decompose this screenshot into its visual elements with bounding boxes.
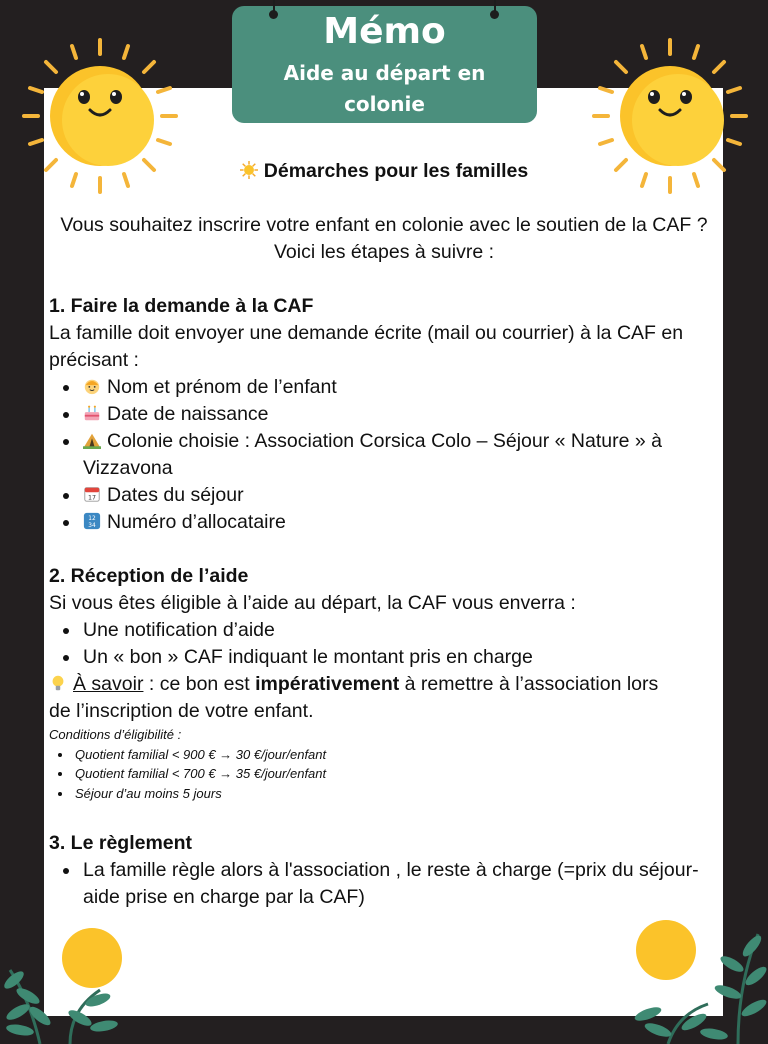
section2-list: [49, 617, 719, 671]
note-line2: de l’inscription de votre enfant.: [49, 700, 314, 722]
intro-heading: Démarches pour les familles: [263, 160, 529, 182]
section3-list: [49, 857, 719, 911]
section2-title: 2. Réception de l’aide: [49, 565, 249, 587]
list-item: • Séjour d’au moins 5 jours: [73, 784, 719, 804]
pin-icon: [490, 10, 499, 19]
svg-text:17: • 17: [87, 494, 97, 502]
sun-left-icon: [20, 36, 180, 196]
birthday-cake-icon: [83, 404, 101, 422]
note: À savoir : ce bon est impérativement à remettre à l’association lors: [49, 671, 719, 698]
conditions-title: Conditions d’éligibilité :: [49, 727, 182, 742]
intro-line2: Voici les étapes à suivre :: [273, 241, 495, 263]
svg-text:12: • 12: [88, 516, 96, 523]
lightbulb-icon: [49, 674, 67, 692]
memo-title: Mémo: [323, 11, 446, 52]
plant-left-icon: [0, 920, 140, 1044]
sun-right-icon: [590, 36, 750, 196]
list-item: • Une notification d’aide: [81, 617, 719, 644]
section1-text-line2: précisant :: [49, 349, 139, 371]
numbers-icon: [83, 512, 101, 530]
list-item: • 17 Dates du séjour: [81, 482, 719, 509]
note-label: À savoir: [73, 673, 144, 695]
list-item: • Colonie choisie : Association Corsica Colo – Séjour « Nature » à Vizzavona: [81, 428, 719, 482]
list-item: • Quotient familial < 900 € → 30 €/jour/enfant: [73, 745, 719, 765]
pin-icon: [269, 10, 278, 19]
section1-text-line1: La famille doit envoyer une demande écrite (mail ou courrier) à la CAF en: [49, 322, 684, 344]
list-item: • 12 34 Numéro d’allocataire: [81, 509, 719, 536]
memo-subtitle-line2: colonie: [344, 92, 425, 116]
list-item: • La famille règle alors à l'association , le reste à charge (=prix du séjour- aide prise en charge par la CAF): [81, 857, 719, 911]
tent-icon: [83, 431, 101, 449]
svg-text:34: 34: [88, 522, 96, 529]
intro-line1: Vous souhaitez inscrire votre enfant en colonie avec le soutien de la CAF ?: [60, 214, 708, 236]
conditions-block: [49, 725, 719, 803]
plant-right-icon: [628, 914, 768, 1044]
list-item: • Nom et prénom de l’enfant: [81, 374, 719, 401]
child-face-icon: [83, 377, 101, 395]
small-sun-icon: [240, 161, 258, 179]
conditions-list: [49, 745, 719, 804]
section3-title: 3. Le règlement: [49, 832, 193, 854]
section1-title: 1. Faire la demande à la CAF: [49, 295, 314, 317]
calendar-icon: [83, 485, 101, 503]
section1-list: [49, 374, 719, 536]
memo-header: [232, 6, 537, 123]
memo-subtitle-line1: Aide au départ en: [283, 61, 486, 85]
list-item: • Un « bon » CAF indiquant le montant pris en charge: [81, 644, 719, 671]
section2-text: Si vous êtes éligible à l’aide au départ, la CAF vous enverra :: [49, 592, 576, 614]
memo-content: [49, 158, 719, 911]
list-item: • Date de naissance: [81, 401, 719, 428]
list-item: • Quotient familial < 700 € → 35 €/jour/enfant: [73, 764, 719, 784]
